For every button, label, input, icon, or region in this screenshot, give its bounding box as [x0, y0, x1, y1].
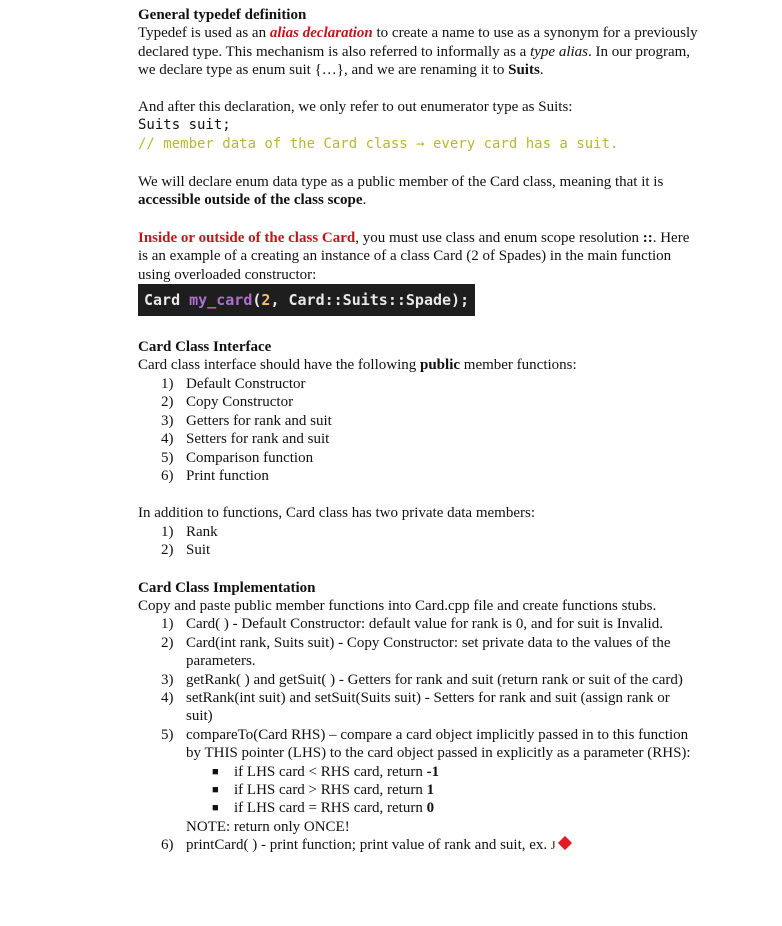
list-item: 3) getRank( ) and getSuit( ) - Getters for rank and suit (return rank or suit of the card) [161, 671, 683, 688]
list-item: 1) Rank [161, 523, 218, 540]
interface-intro: Card class interface should have the following public member functions: [138, 357, 577, 374]
list-item: 1) Card( ) - Default Constructor: default value for rank is 0, and for suit is Invalid. [161, 616, 663, 633]
code-number: 2 [261, 291, 271, 310]
list-item: 5) compareTo(Card RHS) – compare a card object implicitly passed in to this function by THIS pointer (LHS) to the card object passed in explicitly as a parameter (RHS): ■ if LHS card < RHS card, return -1 ■ if LHS card > RHS card, return 1 ■ if LHS card = RHS card, return 0 NOTE: return only ONCE! [138, 726, 698, 836]
code-comment: // member data of the Card class → every card has a suit. [138, 136, 619, 153]
diamond-suit-icon [558, 836, 572, 850]
interface-list [138, 375, 698, 485]
typedef-paragraph: Typedef is used as an alias declaration to create a name to use as a synonym for a previously declared type. This mechanism is also referred to informally as a type alias. In our program, we declare type as enum suit {…}, and we are renaming it to Suits. [138, 25, 698, 79]
compare-bullets [186, 763, 698, 818]
list-item: 3) Getters for rank and suit [161, 412, 332, 429]
type-alias-term: type alias [530, 43, 588, 60]
document-page [138, 6, 698, 855]
list-item: 4) Setters for rank and suit [161, 431, 330, 448]
return-note: NOTE: return only ONCE! [186, 818, 350, 835]
accessible-outside-text: accessible outside of the class scope [138, 192, 363, 209]
scope-operator: :: [642, 229, 653, 246]
scope-resolution-paragraph: Inside or outside of the class Card, you must use class and enum scope resolution ::. Here is an example of a creating an instance of a class Card (2 of Spades) in the main function using overloaded constructor: [138, 229, 690, 283]
list-item: 4) setRank(int suit) and setSuit(Suits suit) - Setters for rank and suit (assign rank or suit) [161, 689, 670, 725]
enum-public-paragraph: We will declare enum data type as a public member of the Card class, meaning that it is accessible outside of the class scope. [138, 174, 664, 209]
list-item: 1) Default Constructor [161, 375, 306, 392]
list-item: 2) Suit [161, 542, 211, 559]
example-rank: J [550, 838, 556, 853]
inside-outside-text: Inside or outside of the class Card [138, 229, 356, 246]
interface-heading: Card Class Interface [138, 339, 272, 356]
suits-word: Suits [508, 62, 540, 79]
implementation-list [138, 615, 698, 854]
bullet-item: ■ if LHS card < RHS card, return -1 [212, 763, 440, 780]
list-item: 2) Card(int rank, Suits suit) - Copy Constructor: set private data to the values of the parameters. [161, 634, 671, 670]
members-list [138, 523, 698, 560]
code-snippet-box: Card my_card(2, Card::Suits::Spade); [138, 284, 475, 316]
members-intro: In addition to functions, Card class has two private data members: [138, 505, 535, 522]
code-line-suits: Suits suit; [138, 117, 231, 134]
list-item: 6) Print function [161, 467, 269, 484]
implementation-heading: Card Class Implementation [138, 579, 316, 596]
list-item: 2) Copy Constructor [161, 394, 294, 411]
declaration-intro: And after this declaration, we only refer to out enumerator type as Suits: [138, 98, 573, 115]
typedef-heading: General typedef definition [138, 7, 307, 23]
code-variable: my_card [189, 291, 253, 310]
bullet-item: ■ if LHS card > RHS card, return 1 [212, 782, 435, 798]
bullet-item: ■ if LHS card = RHS card, return 0 [212, 800, 435, 817]
alias-declaration-term: alias declaration [269, 25, 373, 42]
list-item: 5) Comparison function [161, 449, 314, 466]
list-item: 6) printCard( ) - print function; print value of rank and suit, ex. J [138, 836, 698, 854]
implementation-intro: Copy and paste public member functions into Card.cpp file and create functions stubs. [138, 597, 657, 614]
